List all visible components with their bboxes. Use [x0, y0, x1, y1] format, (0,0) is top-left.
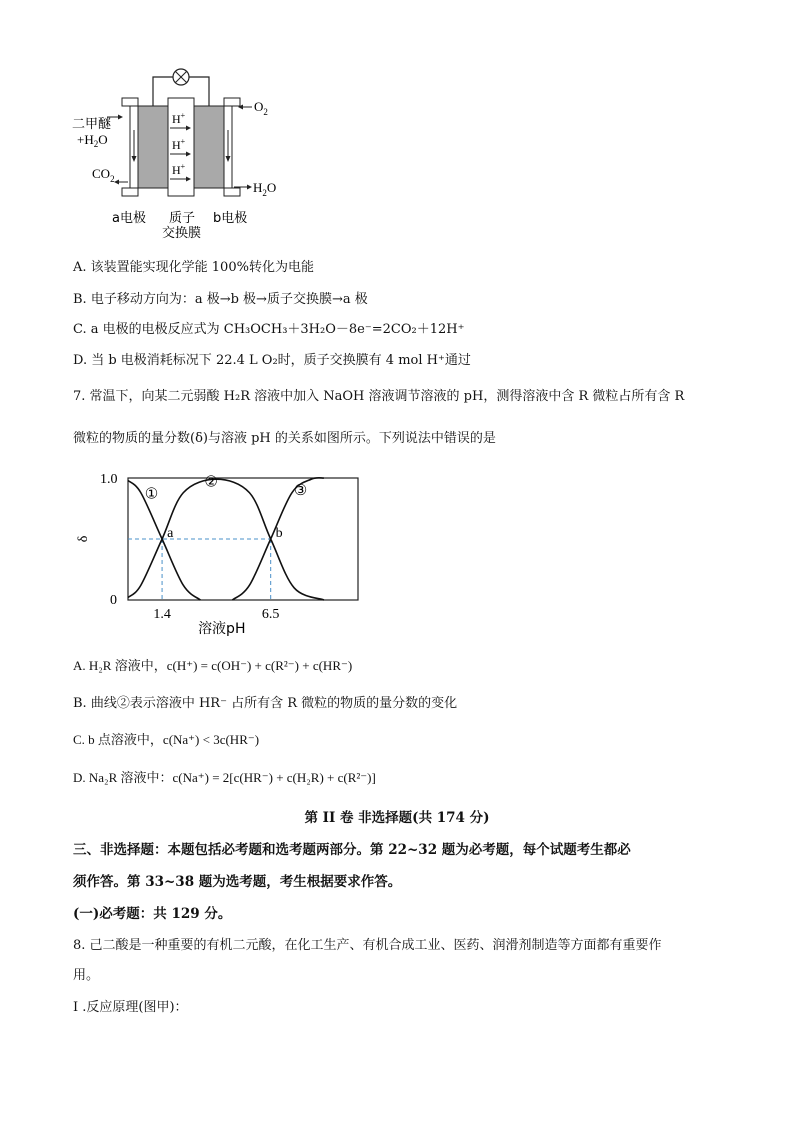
x-axis-label: 溶液pH	[198, 621, 246, 637]
q7-option-b: B. 曲线②表示溶液中 HR⁻ 占所有含 R 微粒的物质的量分数的变化	[73, 696, 458, 711]
q7-option-a: A. H₂R 溶液中，c(H⁺) = c(OH⁻) + c(R²⁻) + c(HR⁻)	[73, 658, 353, 673]
q7-stem-line2: 微粒的物质的量分数(δ)与溶液 pH 的关系如图所示。下列说法中错误的是	[73, 431, 496, 446]
x-tick-label: 6.5	[261, 607, 280, 622]
q6-option-c: C. a 电极的电极反应式为 CH₃OCH₃＋3H₂O－8e⁻=2CO₂＋12H⁺	[73, 322, 465, 337]
q7-option-d: D. Na₂R 溶液中：c(Na⁺) = 2[c(HR⁻) + c(H₂R) + c(R²⁻)]	[73, 770, 376, 785]
q7-a-formula: c(H⁺) = c(OH⁻) + c(R²⁻) + c(HR⁻)	[166, 658, 353, 673]
x-tick-label: 1.4	[153, 607, 171, 622]
label-electrode-a: a电极	[112, 211, 146, 226]
q8-stem-line1: 8. 己二酸是一种重要的有机二元酸，在化工生产、有机合成工业、医药、润滑剂制造等方面都有重要作	[73, 938, 662, 953]
q7-stem-line1: 7. 常温下，向某二元弱酸 H₂R 溶液中加入 NaOH 溶液调节溶液的 pH，测得溶液中含 R 微粒占所有含 R	[73, 389, 685, 404]
cap-left-top	[122, 98, 138, 106]
part3-line2: 须作答。第 33~38 题为选考题，考生根据要求作答。	[73, 874, 402, 890]
proton-label-2: H+	[172, 137, 186, 152]
electrode-b	[194, 106, 224, 188]
q7-option-c: C. b 点溶液中，c(Na⁺) < 3c(HR⁻)	[73, 732, 260, 747]
y-axis-label: δ	[76, 535, 91, 543]
q7-c-formula: c(Na⁺) < 3c(HR⁻)	[162, 732, 260, 747]
left-feed-water: $+H_2O$	[77, 132, 108, 149]
right-feed-label: $O_2$	[254, 99, 268, 117]
q6-option-d: D. 当 b 电极消耗标况下 22.4 L O₂时，质子交换膜有 4 mol H⁺通过	[73, 353, 471, 368]
q8-sub1: I .反应原理(图甲)：	[73, 1000, 188, 1015]
cap-right-bottom	[224, 188, 240, 196]
y-tick-label: 1.0	[100, 472, 118, 487]
fuel-cell-diagram	[60, 60, 300, 240]
point-label: b	[275, 526, 283, 541]
left-feed-label: 二甲醚	[72, 117, 112, 132]
y-tick-label: 0	[110, 593, 117, 608]
series-label-3: ③	[293, 481, 308, 500]
cap-right-top	[224, 98, 240, 106]
q6-c-formula: CH₃OCH₃＋3H₂O－8e⁻=2CO₂＋12H⁺	[223, 322, 465, 337]
series-label-2: ②	[204, 472, 218, 491]
left-out-label: $CO_2$	[92, 166, 115, 184]
right-out-label: $H_2O$	[253, 180, 277, 198]
distribution-chart	[70, 460, 370, 640]
cap-left-bottom	[122, 188, 138, 196]
series-curve-1	[128, 480, 200, 600]
q6-option-a: A. 该装置能实现化学能 100%转化为电能	[73, 260, 314, 275]
point-label: a	[167, 526, 174, 541]
q6-option-b: B. 电子移动方向为：a 极→b 极→质子交换膜→a 极	[73, 292, 368, 307]
q8-stem-line2: 用。	[73, 968, 100, 983]
q7-d-formula: c(Na⁺) = 2[c(HR⁻) + c(H₂R) + c(R²⁻)]	[172, 770, 376, 785]
required-heading: (一)必考题：共 129 分。	[73, 906, 232, 922]
proton-label-1: H+	[172, 111, 186, 126]
part3-line1: 三、非选择题：本题包括必考题和选考题两部分。第 22~32 题为必考题，每个试题考生都必	[73, 842, 631, 858]
lamp-icon	[173, 69, 189, 85]
label-electrode-b: b电极	[213, 211, 248, 226]
proton-label-3: H+	[172, 162, 186, 177]
electrode-a	[138, 106, 168, 188]
label-membrane-1: 质子	[169, 211, 196, 226]
section-title: 第 II 卷 非选择题(共 174 分)	[304, 810, 490, 826]
series-label-1: ①	[144, 484, 159, 503]
label-membrane-2: 交换膜	[162, 226, 202, 240]
